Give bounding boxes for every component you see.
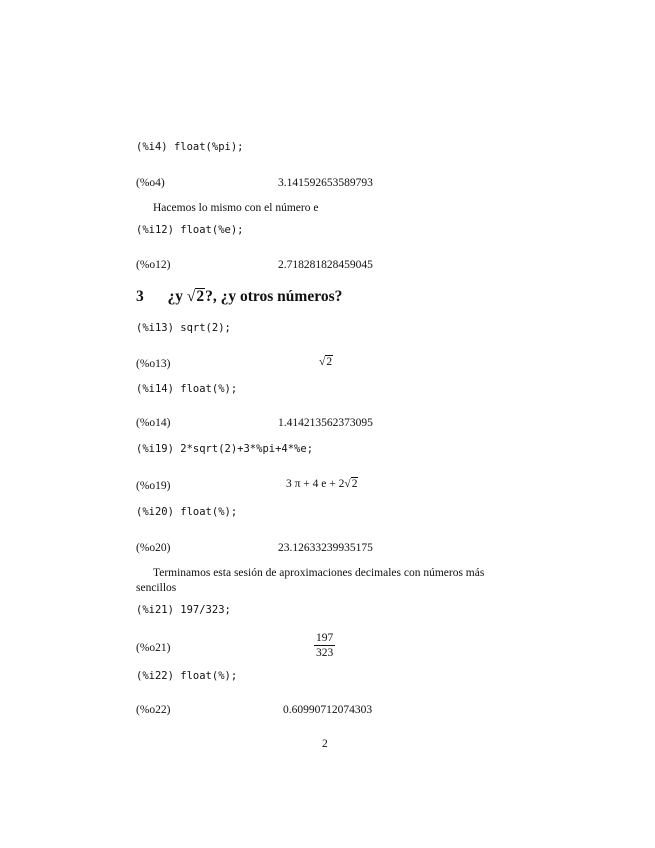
output-label: (%o22) [136,704,171,716]
output-expression: 3 π + 4 e + 2√2 [286,478,358,490]
output-label: (%o21) [136,642,171,654]
input-line: (%i12) float(%e); [136,224,244,236]
input-line: (%i4) float(%pi); [136,141,244,153]
output-fraction [314,632,335,659]
output-label: (%o12) [136,259,171,271]
section-title-pre: ¿y [167,288,183,305]
input-line: (%i22) float(%); [136,670,238,682]
sqrt-symbol: √2 [186,288,205,305]
output-label: (%o19) [136,480,171,492]
output-value: 2.718281828459045 [278,259,373,271]
fraction-denominator: 323 [316,647,334,659]
output-label: (%o14) [136,417,171,429]
input-line: (%i21) 197/323; [136,604,231,616]
section-heading [136,288,342,306]
output-sqrt: √2 [319,356,333,368]
input-line: (%i13) sqrt(2); [136,322,231,334]
input-line: (%i19) 2*sqrt(2)+3*%pi+4*%e; [136,443,314,455]
paragraph-line-1: Terminamos esta sesión de aproximaciones decimales con números más [153,567,485,579]
output-value: 1.414213562373095 [278,417,373,429]
output-label: (%o13) [136,358,171,370]
output-label: (%o20) [136,542,171,554]
section-title-post: ?, ¿y otros números? [205,288,343,305]
section-number: 3 [136,288,144,305]
paragraph-line-2: sencillos [136,582,177,594]
input-line: (%i14) float(%); [136,383,238,395]
output-value: 0.60990712074303 [283,704,373,716]
output-value: 23.12633239935175 [278,542,373,554]
fraction-numerator: 197 [316,632,334,644]
output-label: (%o4) [136,177,165,189]
page-number: 2 [322,738,328,750]
output-value: 3.141592653589793 [278,177,373,189]
paragraph: Hacemos lo mismo con el número e [153,202,319,214]
input-line: (%i20) float(%); [136,506,238,518]
